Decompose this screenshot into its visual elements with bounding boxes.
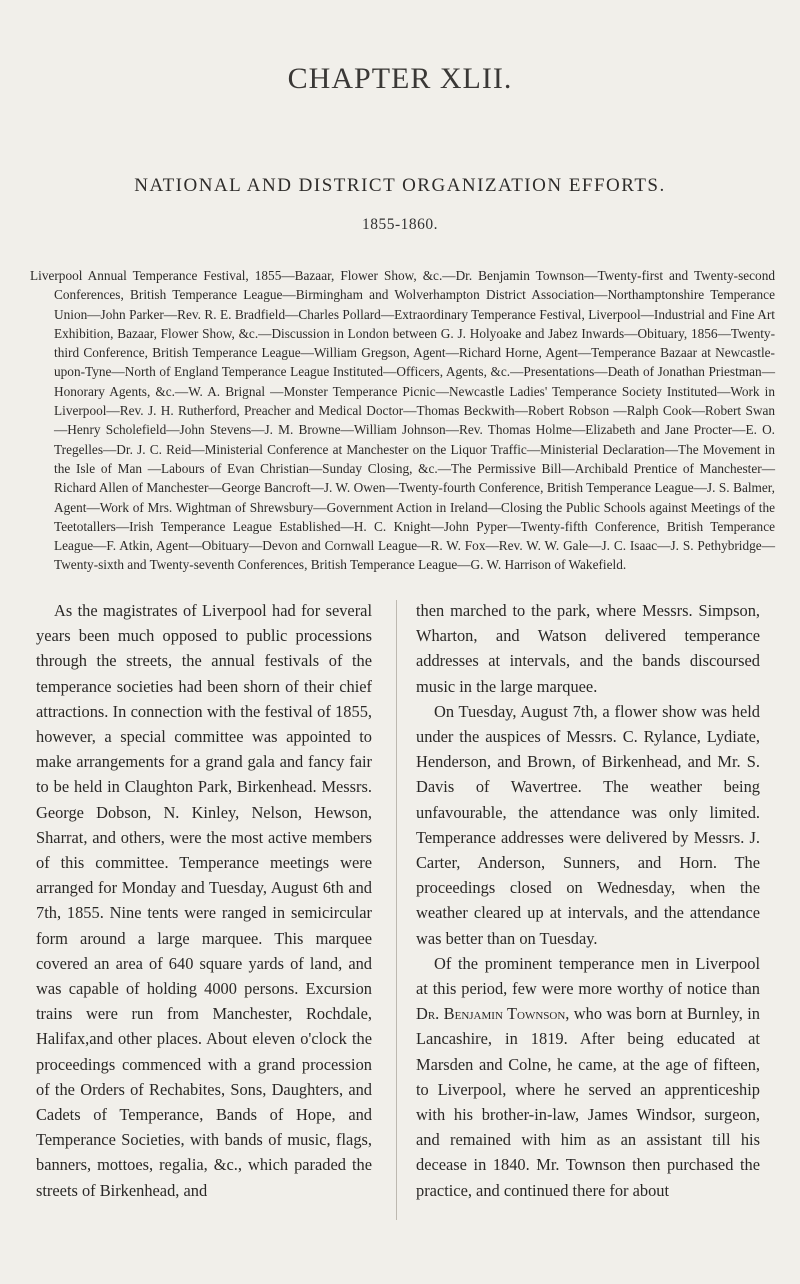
chapter-title: NATIONAL AND DISTRICT ORGANIZATION EFFORTS.	[134, 175, 666, 196]
paragraph: then marched to the park, where Messrs. Simpson, Wharton, and Watson delivered temperance addresses at intervals, and the bands discoursed music in the large marquee.	[416, 601, 760, 696]
chapter-years: 1855-1860.	[361, 216, 439, 233]
column-divider	[396, 600, 397, 1220]
chapter-summary: Liverpool Annual Temperance Festival, 1855—Bazaar, Flower Show, &c.—Dr. Benjamin Townson—Twenty-first and Twenty-second Conferences, British Temperance League—Birmingham and Wolverhampton District Association—Northamptonshire Temperance Union—John Parker—Rev. R. E. Bradfield—Charles Pollard—Extraordinary Temperance Festival, Liverpool—Industrial and Fine Art Exhibition, Bazaar, Flower Show, &c.—Discussion in London between G. J. Holyoake and Jabez Inwards—Obituary, 1856—Twenty-third Conference, British Temperance League—William Gregson, Agent—Richard Horne, Agent—Temperance Bazaar at Newcastle-upon-Tyne—North of England Temperance League Instituted—Officers, Agents, &c.—Presentations—Death of Jonathan Priestman—Honorary Agents, &c.—W. A. Brignal —Monster Temperance Picnic—Newcastle Ladies' Temperance Society Instituted—Work in Liverpool—Rev. J. H. Rutherford, Preacher and Medical Doctor—Thomas Beckwith—Robert Robson —Ralph Cook—Robert Swan—Henry Scholefield—John Stevens—J. M. Browne—William Johnson—Rev. Thomas Holme—Elizabeth and Jane Procter—E. O. Tregelles—Dr. J. C. Reid—Ministerial Conference at Manchester on the Liquor Traffic—Ministerial Declaration—The Movement in the Isle of Man —Labours of Evan Christian—Sunday Closing, &c.—The Permissive Bill—Archibald Prentice of Manchester—Richard Allen of Manchester—George Bancroft—J. W. Owen—Twenty-fourth Conference, British Temperance League—J. S. Balmer, Agent—Work of Mrs. Wightman of Shrewsbury—Government Action in Ireland—Closing the Public Schools against Meetings of the Teetotallers—Irish Temperance League Established—H. C. Knight—John Pyper—Twenty-fifth Conference, British Temperance League—F. Atkin, Agent—Obituary—Devon and Cornwall League—R. W. Fox—Rev. W. W. Gale—J. C. Isaac—J. S. Pethybridge—Twenty-sixth and Twenty-seventh Conferences, British Temperance League—G. W. Harrison of Wakefield.	[30, 268, 775, 573]
body-right-column	[416, 598, 760, 1203]
paragraph: On Tuesday, August 7th, a flower show was held under the auspices of Messrs. C. Rylance, Lydiate, Henderson, and Brown, of Birkenhead, and Mr. S. Davis of Wavertree. The weather being unfavourable, the attendance was only limited. Temperance addresses were delivered by Messrs. J. Carter, Anderson, Sunners, and Horn. The proceedings closed on Wednesday, when the weather cleared up at intervals, and the attendance was better than on Tuesday.	[416, 701, 760, 948]
chapter-heading: CHAPTER XLII.	[287, 62, 513, 95]
text-run: , who was born at Burnley, in Lancashire, in 1819. After being educated at Marsden and Colne, he came, at the age of fifteen, to Liverpool, where he served an apprenticeship with his brother-in-law, James Windsor, surgeon, and remained with him as an assistant till his decease in 1840. Mr. Townson then purchased the practice, and continued there for about	[416, 1004, 760, 1200]
text-run: Of the prominent temperance men in Liverpool at this period, few were more worthy of notice than	[416, 953, 760, 999]
paragraph: As the magistrates of Liverpool had for several years been much opposed to public processions through the streets, the annual festivals of the temperance societies had been shorn of their chief attractions. In connection with the festival of 1855, however, a special committee was appointed to make arrangements for a grand gala and fancy fair to be held in Claughton Park, Birkenhead. Messrs. George Dobson, N. Kinley, Nelson, Hewson, Sharrat, and others, were the most active members of this committee. Temperance meetings were arranged for Monday and Tuesday, August 6th and 7th, 1855. Nine tents were ranged in semicircular form around a large marquee. This marquee covered an area of 640 square yards of land, and was capable of holding 4000 persons. Excursion trains were run from Manchester, Rochdale, Halifax,and other places. About eleven o'clock the proceedings commenced with a grand procession of the Orders of Rechabites, Sons, Daughters, and Cadets of Temperance, Bands of Hope, and Temperance Societies, with bands of music, flags, banners, mottoes, regalia, &c., which paraded the streets of Birkenhead, and	[36, 601, 372, 1200]
person-name: Dr. Benjamin Townson	[416, 1004, 566, 1024]
paragraph	[416, 951, 760, 1203]
body-left-column	[36, 598, 372, 1203]
